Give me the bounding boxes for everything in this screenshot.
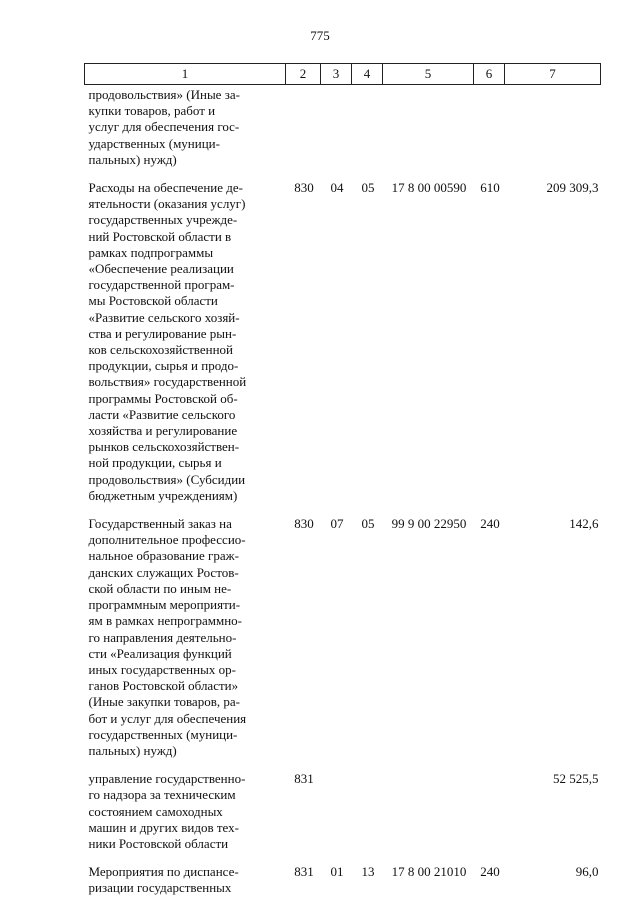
table-row xyxy=(85,516,601,771)
cell-amount: 142,6 xyxy=(569,516,599,532)
column-header: 3 xyxy=(321,64,352,85)
cell-expense-type: 240 xyxy=(480,864,500,880)
cell-section xyxy=(321,85,352,181)
cell-amount xyxy=(505,85,601,181)
cell-expense-type xyxy=(474,85,505,181)
cell-subsection: 13 xyxy=(361,864,375,880)
cell-ministry-code: 831 xyxy=(294,864,314,880)
cell-expense-type: 610 xyxy=(480,180,500,196)
row-description: продовольствия» (Иные за- купки товаров, работ и услуг для обеспечения гос- ударственных (муници- пальных) нужд) xyxy=(88,87,240,167)
cell-section: 04 xyxy=(330,180,344,196)
cell-amount: 209 309,3 xyxy=(546,180,599,196)
column-header: 4 xyxy=(352,64,383,85)
cell-subsection: 05 xyxy=(361,180,375,196)
cell-ministry-code: 830 xyxy=(294,180,314,196)
cell-section: 07 xyxy=(330,516,344,532)
cell-subsection xyxy=(352,85,383,181)
table-row xyxy=(85,85,601,181)
cell-target-article xyxy=(383,771,474,864)
cell-expense-type: 240 xyxy=(480,516,500,532)
cell-section: 01 xyxy=(330,864,344,880)
cell-target-article: 17 8 00 00590 xyxy=(391,180,467,196)
cell-subsection xyxy=(352,771,383,864)
cell-subsection: 05 xyxy=(361,516,375,532)
table-header-row xyxy=(85,64,601,85)
cell-target-article: 99 9 00 22950 xyxy=(391,516,467,532)
column-header: 5 xyxy=(383,64,474,85)
budget-table xyxy=(84,63,601,909)
cell-amount: 96,0 xyxy=(575,864,599,880)
table-row xyxy=(85,180,601,516)
cell-ministry-code: 830 xyxy=(294,516,314,532)
page-number: 775 xyxy=(310,28,330,43)
row-description: Мероприятия по диспансе- ризации государственных xyxy=(88,864,239,896)
column-header: 1 xyxy=(85,64,286,85)
column-header: 2 xyxy=(286,64,321,85)
cell-ministry-code: 831 xyxy=(294,771,314,787)
cell-ministry-code xyxy=(286,85,321,181)
cell-target-article xyxy=(383,85,474,181)
cell-target-article: 17 8 00 21010 xyxy=(391,864,467,880)
table-row xyxy=(85,771,601,864)
row-description: Государственный заказ на дополнительное профессио- нальное образование граж- данских служащих Ростов- ской области по иным не- программным мероприяти- ям в рамках непрограммно- го направления деятельно- сти «Реализация функций иных государственных ор- ганов Ростовской области» (Иные закупки товаров, ра- бот и услуг для обеспечения государственных (муници- пальных) нужд) xyxy=(88,516,247,758)
cell-amount: 52 525,5 xyxy=(553,771,599,787)
cell-section xyxy=(321,771,352,864)
row-description: управление государственно- го надзора за техническим состоянием самоходных машин и других видов тех- ники Ростовской области xyxy=(88,771,246,851)
column-header: 6 xyxy=(474,64,505,85)
column-header: 7 xyxy=(505,64,601,85)
row-description: Расходы на обеспечение де- ятельности (оказания услуг) государственных учрежде- ний Ростовской области в рамках подпрограммы «Обеспечение реализации государственной програм- мы Ростовской области «Развитие сельского хозяй- ства и регулирование рын- ков сельскохозяйственной продукции, сырья и продо- вольствия» государственной программы Ростовской об- ласти «Развитие сельского хозяйства и регулирование рынков сельскохозяйствен- ной продукции, сырья и продовольствия» (Субсидии бюджетным учреждениям) xyxy=(88,180,247,503)
cell-expense-type xyxy=(474,771,505,864)
table-row xyxy=(85,864,601,908)
